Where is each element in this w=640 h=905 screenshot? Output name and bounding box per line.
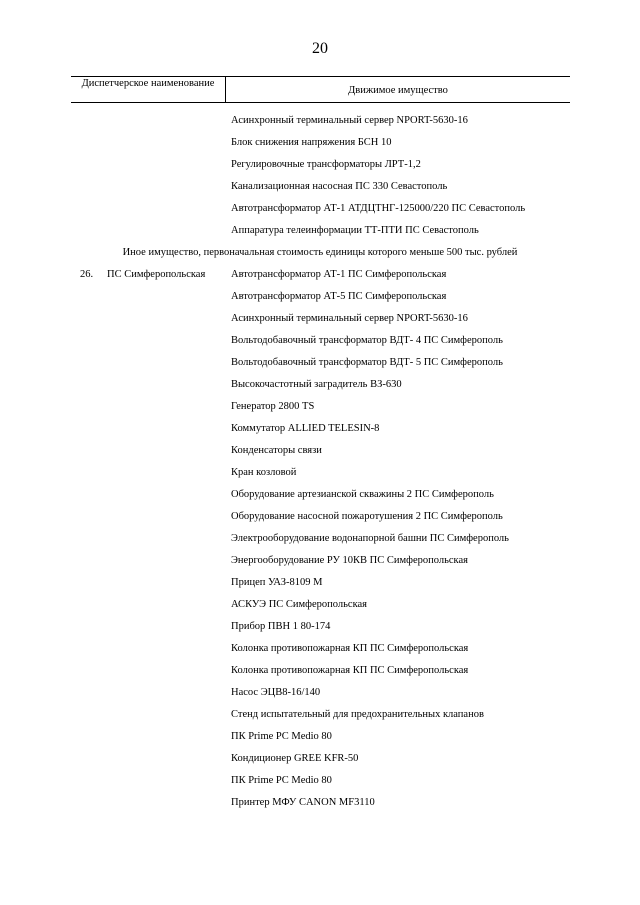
list-item: Кран козловой — [231, 467, 297, 478]
list-item: Конденсаторы связи — [231, 445, 322, 456]
list-item: Кондиционер GREE KFR-50 — [231, 753, 359, 764]
section-note: Иное имущество, первоначальная стоимость единицы которого меньше 500 тыс. рублей — [122, 247, 518, 258]
list-item: Автотрансформатор АТ-1 ПС Симферопольская — [231, 269, 447, 280]
list-item: Автотрансформатор АТ-1 АТДЦТНГ-125000/220 ПС Севастополь — [231, 203, 526, 214]
page-number: 20 — [312, 40, 328, 57]
list-item: Электрооборудование водонапорной башни ПС Симферополь — [231, 533, 509, 544]
list-item: ПК Prime PC Medio 80 — [231, 775, 332, 786]
list-item: ПК Prime PC Medio 80 — [231, 731, 332, 742]
header-movable-property: Движимое имущество — [348, 85, 448, 96]
row-dispatch-name: ПС Симферопольская — [107, 269, 206, 280]
list-item: Генератор 2800 TS — [231, 401, 315, 412]
list-item: Прибор ПВН 1 80-174 — [231, 621, 331, 632]
header-dispatch-name: Диспетчерское наименование — [81, 78, 215, 89]
list-item: Автотрансформатор АТ-5 ПС Симферопольская — [231, 291, 447, 302]
list-item: Оборудование артезианской скважины 2 ПС Симферополь — [231, 489, 494, 500]
list-item: Колонка противопожарная КП ПС Симферопольская — [231, 665, 469, 676]
list-item: Блок снижения напряжения БСН 10 — [231, 137, 392, 148]
list-item: АСКУЭ ПС Симферопольская — [231, 599, 368, 610]
list-item: Асинхронный терминальный сервер NPORT-5630-16 — [231, 115, 468, 126]
list-item: Вольтодобавочный трансформатор ВДТ- 4 ПС Симферополь — [231, 335, 503, 346]
list-item: Колонка противопожарная КП ПС Симферопольская — [231, 643, 469, 654]
list-item: Аппаратура телеинформации ТТ-ПТИ ПС Севастополь — [231, 225, 479, 236]
list-item: Канализационная насосная ПС 330 Севастополь — [231, 181, 448, 192]
list-item: Прицеп УАЗ-8109 М — [231, 577, 323, 588]
list-item: Асинхронный терминальный сервер NPORT-5630-16 — [231, 313, 468, 324]
list-item: Оборудование насосной пожаротушения 2 ПС Симферополь — [231, 511, 503, 522]
row-number: 26. — [80, 269, 94, 280]
list-item: Высокочастотный заградитель ВЗ-630 — [231, 379, 402, 390]
list-item: Принтер МФУ CANON MF3110 — [231, 797, 375, 808]
list-item: Регулировочные трансформаторы ЛРТ-1,2 — [231, 159, 421, 170]
list-item: Насос ЭЦВ8-16/140 — [231, 687, 321, 698]
table-top-rule — [71, 76, 570, 77]
list-item: Стенд испытательный для предохранительных клапанов — [231, 709, 484, 720]
list-item: Энергооборудование РУ 10КВ ПС Симферопольская — [231, 555, 468, 566]
header-bottom-rule — [71, 102, 570, 103]
list-item: Вольтодобавочный трансформатор ВДТ- 5 ПС Симферополь — [231, 357, 503, 368]
list-item: Коммутатор ALLIED TELESIN-8 — [231, 423, 380, 434]
